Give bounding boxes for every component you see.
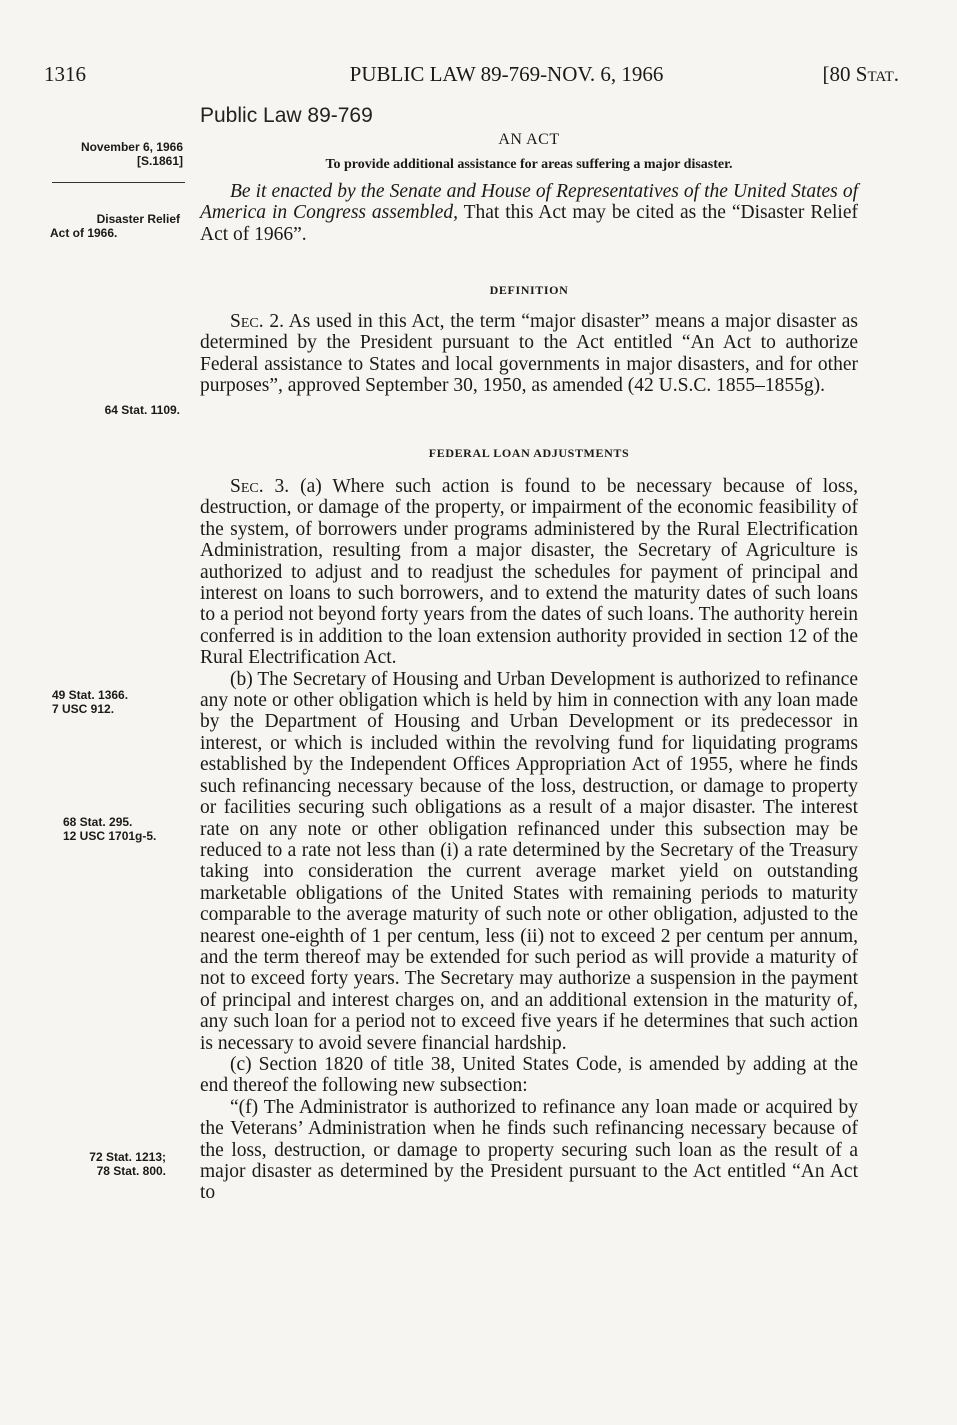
- section-3: [200, 476, 858, 1204]
- section-3a-paragraph: [200, 476, 858, 669]
- enacting-paragraph: [200, 181, 858, 245]
- section-label: Sec. 3.: [230, 476, 290, 497]
- margin-note-cite-3: [63, 815, 198, 843]
- heading-federal-loan-adjustments: FEDERAL LOAN ADJUSTMENTS: [428, 446, 630, 460]
- running-head: [44, 62, 899, 92]
- act-purpose: To provide additional assistance for areas suffering a major disaster.: [325, 157, 733, 172]
- bill-number: [S.1861]: [136, 154, 183, 168]
- citation: 7 USC 912.: [52, 702, 115, 716]
- section-2-text: As used in this Act, the term “major disaster” means a major disaster as determined by the President pursuant to the Act entitled “An Act to authorize Federal assistance to States and local governments in major disasters, and for other purposes”, approved September 30, 1950, as amended (42 U.S.C. 1855–1855g).: [200, 311, 858, 397]
- citation: 72 Stat. 1213;: [89, 1150, 166, 1164]
- margin-note-cite-4: [30, 1150, 166, 1178]
- short-title-line-2: Act of 1966.: [50, 226, 118, 240]
- heading-definition: DEFINITION: [489, 283, 569, 297]
- section-3b-paragraph: (b) The Secretary of Housing and Urban Development is authorized to refinance any note or other obligation which is held by him in connection with any loan made by the Department of Housing and Urban Development or its predecessor in interest, or which is included within the revolving fund for liquidating programs established by the Independent Offices Appropriation Act of 1955, where he finds such refinancing necessary because of the loss, destruction, or damage to property or facilities securing such obligations as a result of a major disaster. The interest rate on any note or other obligation refinanced under this subsection may be reduced to a rate not less than (i) a rate determined by the Secretary of the Treasury taking into consideration the current average market yield on outstanding marketable obligations of the United States with remaining periods to maturity comparable to the average maturity of such note or other obligation, adjusted to the nearest one-eighth of 1 per centum, less (ii) not to exceed 2 per centum per annum, and the term thereof may be extended for such period as will provide a maturity of not to exceed forty years. The Secretary may authorize a suspension in the payment of principal and interest charges on, and an additional extension in the maturity of, any such loan for a period not to exceed five years if he determines that such action is necessary to avoid severe financial hardship.: [200, 668, 858, 1054]
- short-title-line-1: Disaster Relief: [96, 212, 180, 226]
- section-2-paragraph: [200, 311, 858, 397]
- approval-date: November 6, 1966: [80, 140, 183, 154]
- section-label: Sec. 2.: [230, 311, 284, 332]
- subsection-f-paragraph: “(f) The Administrator is authorized to refinance any loan made or acquired by the Veterans’ Administration when he finds such refinancing necessary because of the loss, destruction, or damage to property securing such loan as the result of a major disaster as determined by the President pursuant to the Act entitled “An Act to: [200, 1096, 858, 1204]
- margin-note-cite-1: [30, 403, 180, 417]
- citation: 64 Stat. 1109.: [104, 403, 180, 417]
- running-title: PUBLIC LAW 89-769-NOV. 6, 1966: [349, 62, 664, 86]
- margin-divider: [52, 182, 185, 183]
- margin-note-date: [30, 140, 183, 168]
- page-number: 1316: [44, 62, 86, 86]
- enacting-formula: Be it enacted by the Senate and House of Representatives of the United States of America in Congress assembled,: [200, 181, 858, 224]
- volume-reference: [80 Stat.: [822, 62, 899, 86]
- section-3c-paragraph: (c) Section 1820 of title 38, United States Code, is amended by adding at the end thereof the following new subsection:: [200, 1053, 858, 1097]
- citation: 49 Stat. 1366.: [52, 688, 129, 702]
- act-label: AN ACT: [498, 131, 560, 148]
- margin-note-short-title: [30, 212, 180, 240]
- citation: 12 USC 1701g-5.: [63, 829, 157, 843]
- enacting-clause: [200, 181, 858, 245]
- citation: 68 Stat. 295.: [63, 815, 133, 829]
- citation: 78 Stat. 800.: [96, 1164, 166, 1178]
- short-title-text: That this Act may be cited as the “Disaster Relief Act of 1966”.: [200, 202, 858, 245]
- margin-note-cite-2: [52, 688, 197, 716]
- section-2: [200, 311, 858, 397]
- section-3a-text: (a) Where such action is found to be necessary because of loss, destruction, or damage of the property, or impairment of the economic feasibility of the system, of borrowers under programs administered by the Rural Electrification Administration, resulting from a major disaster, the Secretary of Agriculture is authorized to adjust and to readjust the schedules for payment of principal and interest on loans to such borrowers, and to extend the maturity dates of such loans to a period not beyond forty years from the dates of such loans. The authority herein conferred is in addition to the loan extension authority provided in section 12 of the Rural Electrification Act.: [200, 476, 858, 669]
- public-law-label: Public Law 89-769: [200, 104, 373, 127]
